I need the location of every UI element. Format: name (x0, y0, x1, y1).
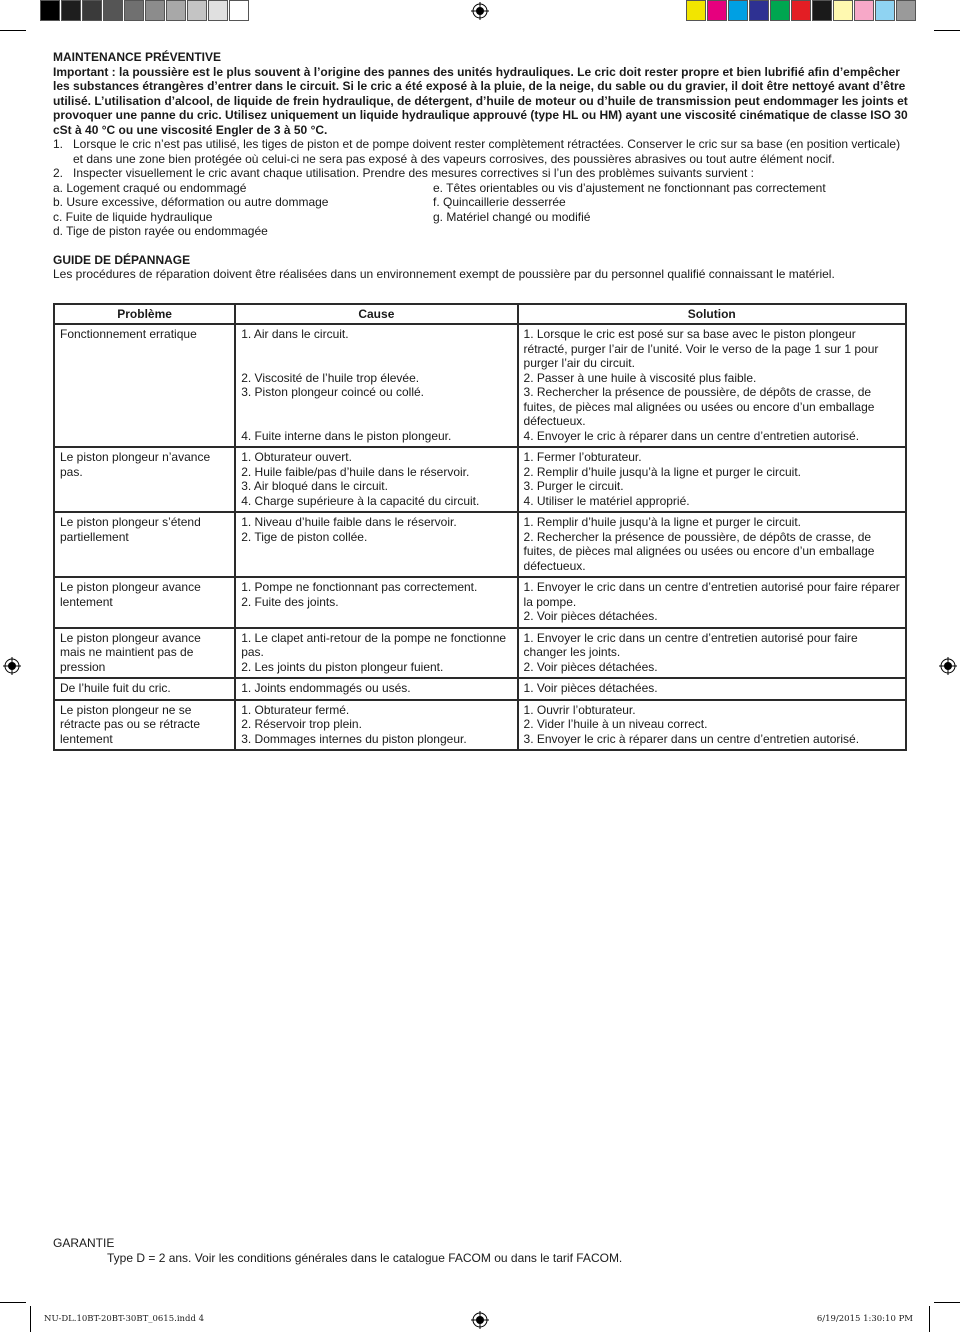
solution-line: 1. Ouvrir l’obturateur. (523, 702, 636, 717)
problem-cell: Fonctionnement erratique (54, 324, 235, 447)
calibration-swatch (103, 0, 123, 21)
color-calibration-strip (686, 0, 917, 22)
solution-line: 1. Envoyer le cric dans un centre d’entretien autorisé pour faire changer les joints. (523, 630, 858, 659)
solution-cell (518, 324, 906, 447)
troubleshooting-title: GUIDE DE DÉPANNAGE (53, 252, 191, 267)
cause-line: 2. Huile faible/pas d’huile dans le réservoir. (241, 464, 470, 479)
cause-line: 2. Fuite des joints. (241, 594, 339, 609)
calibration-swatch (686, 0, 706, 21)
checklist-item: f. Quincaillerie desserrée (433, 195, 566, 209)
calibration-swatch (812, 0, 832, 21)
solution-cell (518, 577, 906, 628)
calibration-swatch (124, 0, 144, 21)
header-solution: Solution (518, 304, 906, 325)
problem-cell: Le piston plongeur avance mais ne maintient pas de pression (54, 628, 235, 679)
calibration-swatch (187, 0, 207, 21)
registration-mark-icon (471, 2, 489, 20)
cause-line (241, 414, 511, 429)
header-problem: Problème (54, 304, 235, 325)
solution-line: 1. Fermer l’obturateur. (523, 450, 642, 464)
solution-cell (518, 628, 906, 679)
step-number: 2. (53, 166, 64, 180)
cause-cell (235, 678, 517, 700)
table-row (54, 577, 906, 628)
crop-mark (929, 1306, 930, 1332)
cause-line: 3. Dommages internes du piston plongeur. (241, 731, 467, 746)
cause-line: 4. Fuite interne dans le piston plongeur. (241, 428, 452, 443)
solution-line: 1. Lorsque le cric est posé sur sa base avec le piston plongeur rétracté, purger l’air de l’unité. Voir le verso de la page 1 sur 1 pour purger l’air du circuit. (523, 327, 879, 370)
checklist-right-column (433, 181, 909, 239)
step-number: 1. (53, 137, 64, 151)
solution-line: 2. Voir pièces détachées. (523, 609, 658, 623)
warranty-title: GARANTIE (53, 1236, 115, 1250)
registration-mark-icon (471, 1311, 489, 1329)
cause-line: 2. Viscosité de l’huile trop élevée. (241, 370, 420, 385)
cause-line: 2. Réservoir trop plein. (241, 717, 362, 731)
grayscale-calibration-strip (40, 0, 250, 22)
header-cause: Cause (235, 304, 517, 325)
maintenance-title: MAINTENANCE PRÉVENTIVE (53, 50, 222, 64)
cause-line: 1. Air dans le circuit. (241, 327, 349, 341)
crop-mark (0, 30, 26, 31)
maintenance-steps (53, 137, 909, 181)
registration-mark-icon (3, 657, 21, 675)
step-text: Lorsque le cric n’est pas utilisé, les tiges de piston et de pompe doivent rester complètement rétractées. Conserver le cric sur sa base (en position verticale) et dans une zone bien protégée où celui-ci ne sera pas exposé à des vapeurs corrosives, des poussières abrasives ou tout autre élément nocif. (73, 137, 901, 166)
problem-cell: Le piston plongeur ne se rétracte pas ou se rétracte lentement (54, 700, 235, 751)
calibration-swatch (875, 0, 895, 21)
maintenance-step (53, 137, 909, 166)
cause-line: 4. Charge supérieure à la capacité du circuit. (241, 493, 480, 508)
cause-line (241, 400, 511, 415)
solution-line: 2. Remplir d’huile jusqu’à la ligne et purger le circuit. (523, 464, 802, 479)
calibration-swatch (208, 0, 228, 21)
cause-cell (235, 577, 517, 628)
cause-cell (235, 512, 517, 577)
calibration-swatch (896, 0, 916, 21)
inspection-checklist (53, 181, 909, 239)
troubleshooting-intro: Les procédures de réparation doivent être réalisées dans un environnement exempt de poussière par du personnel qualifié connaissant le matériel. (53, 267, 835, 281)
cause-line: 2. Les joints du piston plongeur fuient. (241, 659, 444, 674)
problem-cell: Le piston plongeur n’avance pas. (54, 447, 235, 512)
cause-line: 1. Obturateur fermé. (241, 702, 350, 717)
cause-line: 3. Air bloqué dans le circuit. (241, 479, 388, 493)
checklist-item: a. Logement craqué ou endommagé (53, 180, 247, 195)
cause-cell (235, 447, 517, 512)
warranty-text: Type D = 2 ans. Voir les conditions générales dans le catalogue FACOM ou dans le tarif FACOM. (107, 1251, 623, 1265)
calibration-swatch (40, 0, 60, 21)
problem-cell: Le piston plongeur s’étend partiellement (54, 512, 235, 577)
calibration-swatch (166, 0, 186, 21)
maintenance-important-paragraph: Important : la poussière est le plus souvent à l’origine des pannes des unités hydrauliques. Le cric doit rester propre et bien lubrifié afin d’empêcher les substances étrangères d’entrer dans le circuit. Si le cric a été exposé à la pluie, de la neige, du sable ou du gravier, il doit être nettoyé avant d’être utilisé. L’utilisation d’alcool, de liquide de frein hydraulique, de détergent, d’huile de moteur ou d’huile de transmission peut endommager les joints et provoquer une panne du cric. Utilisez uniquement un liquide hydraulique approuvé (type HL ou HM) ayant une viscosité cinématique de classe ISO 30 cSt à 40 °C ou une viscosité Engler de 3 à 50 °C. (53, 64, 908, 137)
solution-line: 3. Purger le circuit. (523, 479, 624, 493)
checklist-item: e. Têtes orientables ou vis d’ajustement ne fonctionnant pas correctement (433, 180, 826, 195)
solution-cell (518, 678, 906, 700)
step-text: Inspecter visuellement le cric avant chaque utilisation. Prendre des mesures correctives si l’un des problèmes suivants survient : (73, 166, 754, 180)
cause-line: 1. Le clapet anti-retour de la pompe ne fonctionne pas. (241, 630, 507, 659)
calibration-swatch (82, 0, 102, 21)
solution-line: 3. Envoyer le cric à réparer dans un centre d’entretien autorisé. (523, 731, 860, 746)
solution-line: 2. Rechercher la présence de poussière, de dépôts de crasse, de fuites, de pièces mal alignées ou usées ou encore d’un emballage défectueux. (523, 529, 875, 573)
calibration-swatch (229, 0, 249, 21)
troubleshooting-table (53, 303, 907, 752)
calibration-swatch (833, 0, 853, 21)
crop-mark (30, 1306, 31, 1332)
cause-line (241, 356, 511, 371)
cause-line: 2. Tige de piston collée. (241, 529, 368, 544)
cause-line: 1. Obturateur ouvert. (241, 450, 352, 464)
calibration-swatch (728, 0, 748, 21)
solution-line: 1. Envoyer le cric dans un centre d’entretien autorisé pour faire réparer la pompe. (523, 580, 900, 609)
calibration-swatch (770, 0, 790, 21)
footer-timestamp: 6/19/2015 1:30:10 PM (816, 1314, 913, 1324)
solution-cell (518, 512, 906, 577)
solution-line: 2. Passer à une huile à viscosité plus faible. (523, 370, 757, 385)
calibration-swatch (61, 0, 81, 21)
warranty-section (53, 1236, 622, 1266)
cause-line: 1. Joints endommagés ou usés. (241, 681, 411, 695)
cause-line: 1. Pompe ne fonctionnant pas correctement. (241, 580, 478, 594)
checklist-item: b. Usure excessive, déformation ou autre dommage (53, 195, 329, 209)
crop-mark (0, 1302, 26, 1303)
checklist-item: g. Matériel changé ou modifié (433, 209, 591, 224)
solution-line: 2. Vider l’huile à un niveau correct. (523, 717, 708, 731)
calibration-swatch (791, 0, 811, 21)
crop-mark (934, 1302, 960, 1303)
table-row (54, 512, 906, 577)
problem-cell: De l’huile fuit du cric. (54, 678, 235, 700)
maintenance-step (53, 166, 909, 181)
calibration-swatch (707, 0, 727, 21)
cause-cell (235, 628, 517, 679)
solution-line: 2. Voir pièces détachées. (523, 659, 658, 674)
solution-line: 1. Voir pièces détachées. (523, 681, 658, 695)
cause-line (241, 342, 511, 357)
calibration-swatch (854, 0, 874, 21)
calibration-swatch (145, 0, 165, 21)
cause-line: 1. Niveau d’huile faible dans le réservoir. (241, 515, 457, 529)
calibration-swatch (749, 0, 769, 21)
solution-cell (518, 700, 906, 751)
solution-line: 4. Envoyer le cric à réparer dans un centre d’entretien autorisé. (523, 428, 860, 443)
cause-line: 3. Piston plongeur coincé ou collé. (241, 385, 424, 399)
table-row (54, 700, 906, 751)
crop-mark (934, 30, 960, 31)
table-row (54, 324, 906, 447)
cause-cell (235, 700, 517, 751)
solution-line: 3. Rechercher la présence de poussière, de dépôts de crasse, de fuites, de pièces mal alignées ou usées ou encore d’un emballage défectueux. (523, 385, 875, 428)
table-body (54, 324, 906, 750)
solution-line: 1. Remplir d’huile jusqu’à la ligne et purger le circuit. (523, 515, 802, 529)
cause-cell (235, 324, 517, 447)
solution-cell (518, 447, 906, 512)
table-header-row (54, 304, 906, 325)
footer-filename: NU-DL.10BT-20BT-30BT_0615.indd 4 (44, 1314, 205, 1324)
table-row (54, 628, 906, 679)
document-body (53, 50, 909, 751)
table-row (54, 678, 906, 700)
registration-mark-icon (939, 657, 957, 675)
checklist-item: c. Fuite de liquide hydraulique (53, 209, 213, 224)
checklist-item: d. Tige de piston rayée ou endommagée (53, 224, 268, 238)
solution-line: 4. Utiliser le matériel approprié. (523, 493, 690, 508)
problem-cell: Le piston plongeur avance lentement (54, 577, 235, 628)
checklist-left-column (53, 181, 433, 239)
table-row (54, 447, 906, 512)
